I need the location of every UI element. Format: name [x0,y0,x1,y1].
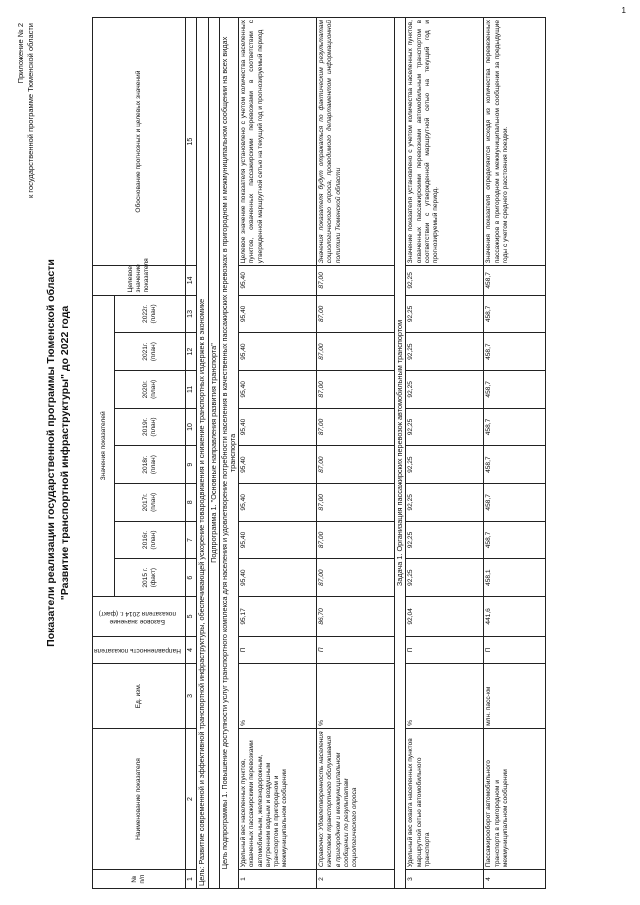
table-row [406,18,484,889]
year-value: 92,25 [406,333,484,371]
column-number: 9 [186,446,197,484]
header-year: 2016г. (план) [115,521,186,559]
target-value: 87,00 [317,266,395,295]
justification-cell: Целевое значение показателя установлено с учетом количества населенных пунктов, охваченных пассажирскими перевозками в соответствии с утвержденной маршрутной сетью на текущий год и прогнозируемый период [239,18,317,266]
header-year: 2018г. (план) [115,446,186,484]
header-year: 2021г. (план) [115,333,186,371]
indicators-table [92,17,546,889]
year-value: 95,40 [239,333,317,371]
year-value: 458,7 [484,333,546,371]
year-value: 87,00 [317,559,395,597]
justification-cell: Значения показателя определяются исходя из количества перевезенных пассажиров в пригородном и межмуниципальном сообщении за предыдущие годы с учетом среднего расстояния поездки. [484,18,546,266]
row-number: 4 [484,870,546,889]
column-number: 13 [186,295,197,333]
year-value: 95,40 [239,521,317,559]
target-value: 92,25 [406,266,484,295]
direction-cell: П [406,636,484,663]
year-value: 95,40 [239,484,317,522]
task-row: Задача 1. Организация пассажирских перевозок автомобильным транспортом [395,18,406,889]
column-number: 12 [186,333,197,371]
header-justification: Обоснование прогнозных и целевых значений [93,18,186,266]
year-value: 92,25 [406,446,484,484]
row-number: 1 [239,870,317,889]
header-direction [93,636,186,663]
year-value: 87,00 [317,408,395,446]
direction-cell: П [317,636,395,663]
justification-cell: Значение показателя установлено с учетом количества населенных пунктов, охваченных пассажирскими перевозками автомобильным транспортом в соответствии с утвержденной маршрутной сетью на текущий год и прогнозируемый период. [406,18,484,266]
unit-cell: % [239,663,317,728]
unit-cell: млн. пасс-км [484,663,546,728]
appendix-line-1: Приложение № 2 [16,23,25,84]
header-base [93,597,186,637]
justification-cell: Значения показателя будут отражаться по фактическим результатам социологического опроса, проводимого департаментом информационной политики Тюменской области [317,18,395,266]
year-value: 458,7 [484,484,546,522]
year-value: 92,25 [406,408,484,446]
direction-cell: П [239,636,317,663]
year-value: 92,25 [406,484,484,522]
column-number: 5 [186,597,197,637]
table-body [186,18,546,889]
year-value: 95,40 [239,408,317,446]
unit-cell: % [406,663,484,728]
year-value: 458,7 [484,370,546,408]
header-year: 2017г. (план) [115,484,186,522]
year-value: 87,00 [317,446,395,484]
subprogram-row: Подпрограмма 1. "Основные направления развития транспорта" [208,18,219,889]
year-value: 87,00 [317,484,395,522]
base-value: 86,70 [317,597,395,637]
year-value: 458,1 [484,559,546,597]
target-value: 458,7 [484,266,546,295]
row-number: 3 [406,870,484,889]
year-value: 458,7 [484,295,546,333]
year-value: 95,40 [239,446,317,484]
column-number: 4 [186,636,197,663]
year-value: 95,40 [239,559,317,597]
header-year: 2015 г. (факт) [115,559,186,597]
appendix-line-2: к государственной программе Тюменской области [26,23,35,198]
base-value: 95,17 [239,597,317,637]
appendix-note [16,23,36,323]
column-number: 15 [186,18,197,266]
header-unit: Ед. изм. [93,663,186,728]
header-num: № п/п [93,870,186,889]
column-number: 11 [186,370,197,408]
unit-cell: % [317,663,395,728]
year-value: 95,40 [239,370,317,408]
header-target: Целевое значение показателя [93,266,186,295]
page-number: 1 [621,6,626,15]
table-row [317,18,395,889]
header-year: 2019г. (план) [115,408,186,446]
row-number: 2 [317,870,395,889]
column-number: 6 [186,559,197,597]
document-title [44,73,72,833]
base-value: 92,04 [406,597,484,637]
base-value: 441,6 [484,597,546,637]
subprogram-goal-row: Цель подпрограммы 1. Повышение доступности услуг транспортного комплекса для населения и удовлетворение потребности населения в качественных пассажирских перевозках в пригородном и межмуниципальном сообщении на всех видах транспорта [219,18,238,889]
year-value: 87,00 [317,333,395,371]
direction-cell: П [484,636,546,663]
table-row [484,18,546,889]
year-value: 95,40 [239,295,317,333]
column-number: 10 [186,408,197,446]
year-value: 92,25 [406,559,484,597]
header-year: 2022г. (план) [115,295,186,333]
column-number: 7 [186,521,197,559]
column-number: 3 [186,663,197,728]
header-values-group: Значения показателей [93,295,115,597]
year-value: 87,00 [317,521,395,559]
year-value: 458,7 [484,408,546,446]
column-number: 14 [186,266,197,295]
year-value: 458,7 [484,521,546,559]
header-year: 2020г. (план) [115,370,186,408]
goal-row: Цель: Развитие современной и эффективной транспортной инфраструктуры, обеспечивающей ускорение товародвижения и снижение транспортных издержек в экономике [197,18,208,889]
year-value: 92,25 [406,370,484,408]
title-line-2: "Развитие транспортной инфраструктуры" до 2022 года [59,305,71,601]
table-row [239,18,317,889]
indicator-name: Удельный вес охвата населенных пунктов маршрутной сетью автомобильного транспорта [406,728,484,869]
column-number: 1 [186,870,197,889]
indicator-name: Справочно: Удовлетворенность населения качеством транспортного обслуживания в пригородном и межмуниципальном сообщении по результатам социологического опроса [317,728,395,869]
column-number: 2 [186,728,197,869]
header-base-text: Базовое значение показателя 2014 г. (факт) [98,609,177,625]
header-direction-text: Направленность показателя [94,646,181,654]
column-number: 8 [186,484,197,522]
year-value: 87,00 [317,295,395,333]
header-name: Наименование показателя [93,728,186,869]
year-value: 458,7 [484,446,546,484]
rotated-sheet [14,13,624,893]
year-value: 92,25 [406,295,484,333]
year-value: 87,00 [317,370,395,408]
year-value: 92,25 [406,521,484,559]
column-numbers-row [186,18,197,889]
indicator-name: Пассажирооборот автомобильного транспорта в пригородном и межмуниципальном сообщении [484,728,546,869]
indicator-name: Удельный вес населенных пунктов, охваченных пассажирскими перевозками автомобильным, железнодорожным, внутренним водным и воздушным транспортом в пригородном и межмуниципальном сообщении [239,728,317,869]
target-value: 95,40 [239,266,317,295]
title-line-1: Показатели реализации государственной программы Тюменской области [45,259,57,647]
